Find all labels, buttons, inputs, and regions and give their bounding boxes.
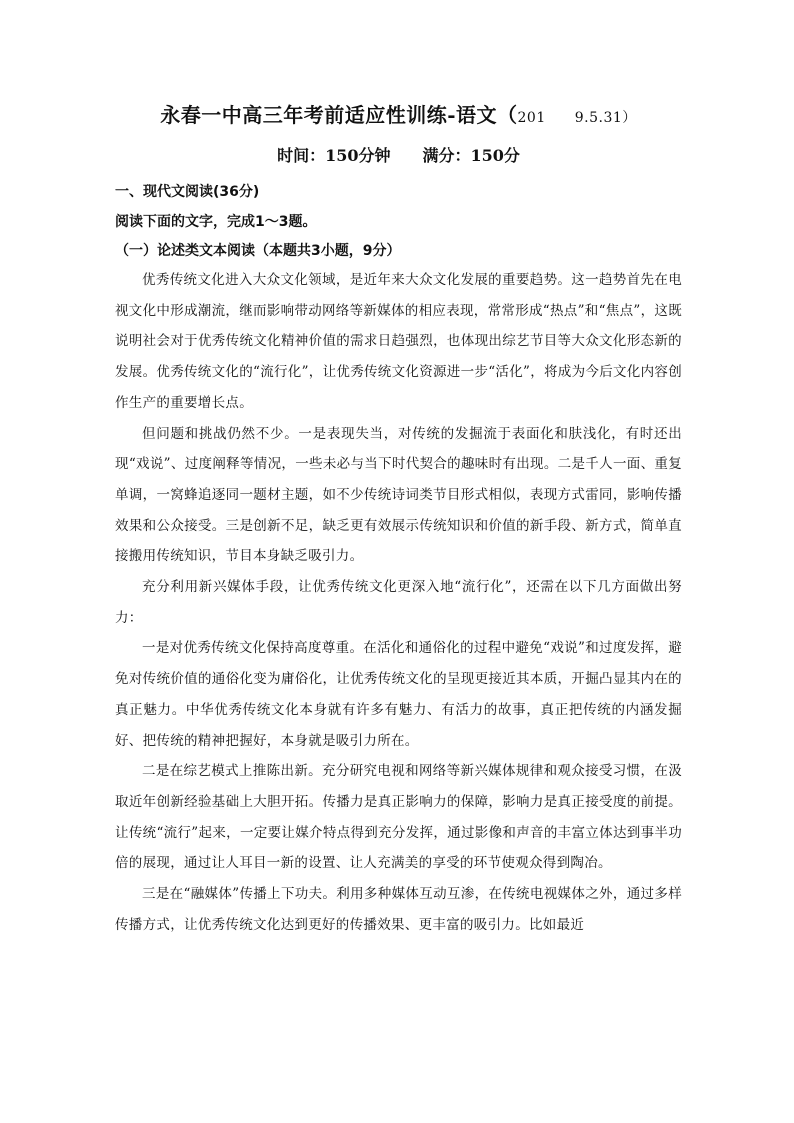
article-body (115, 265, 682, 940)
title-main: 永春一中高三年考前适应性训练-语文（ (160, 103, 518, 127)
paragraph: 一是对优秀传统文化保持高度尊重。在活化和通俗化的过程中避免“戏说”和过度发挥，避免对传统价值的通俗化变为庸俗化，让优秀传统文化的呈现更接近其本质，开掘凸显其内在的真正魅力。中华优秀传统文化本身就有许多有魅力、有活力的故事，真正把传统的内涵发掘好、把传统的精神把握好，本身就是吸引力所在。 (115, 640, 682, 749)
part-heading: （一）论述类文本阅读（本题共3小题，9分） (115, 243, 401, 259)
paragraph: 三是在“融媒体”传播上下功夫。利用多种媒体互动互渗，在传统电视媒体之外，通过多样传播方式，让优秀传统文化达到更好的传播效果、更丰富的吸引力。比如最近 (115, 886, 682, 933)
paragraph: 优秀传统文化进入大众文化领域，是近年来大众文化发展的重要趋势。这一趋势首先在电视文化中形成潮流，继而影响带动网络等新媒体的相应表现，常常形成“热点”和“焦点”，这既说明社会对于优秀传统文化精神价值的需求日趋强烈，也体现出综艺节目等大众文化形态新的发展。优秀传统文化的“流行化”，让优秀传统文化资源进一步“活化”，将成为今后文化内容创作生产的重要增长点。 (115, 272, 683, 411)
section-heading: 一、现代文阅读(36分) (115, 184, 260, 200)
paragraph: 但问题和挑战仍然不少。一是表现失当，对传统的发掘流于表面化和肤浅化，有时还出现“戏说”、过度阐释等情况，一些未必与当下时代契合的趣味时有出现。二是千人一面、重复单调，一窝蜂追逐同一题材主题，如不少传统诗词类节目形式相似，表现方式雷同，影响传播效果和公众接受。三是创新不足，缺乏更有效展示传统知识和价值的新手段、新方式，简单直接搬用传统知识，节目本身缺乏吸引力。 (115, 425, 682, 565)
document-title (115, 100, 682, 133)
reading-instruction: 阅读下面的文字，完成1～3题。 (115, 214, 317, 230)
title-date: 201 9.5.31） (517, 110, 637, 126)
paragraph: 二是在综艺模式上推陈出新。充分研究电视和网络等新兴媒体规律和观众接受习惯，在汲取近年创新经验基础上大胆开拓。传播力是真正影响力的保障，影响力是真正接受度的前提。让传统“流行”起来，一定要让媒介特点得到充分发挥，通过影像和声音的丰富立体达到事半功倍的展现，通过让人耳目一新的设置、让人充满美的享受的环节使观众得到陶冶。 (115, 763, 682, 872)
paragraph: 充分利用新兴媒体手段，让优秀传统文化更深入地“流行化”，还需在以下几方面做出努力： (115, 579, 682, 626)
exam-time-and-score: 时间：150分钟 满分：150分 (277, 146, 520, 165)
